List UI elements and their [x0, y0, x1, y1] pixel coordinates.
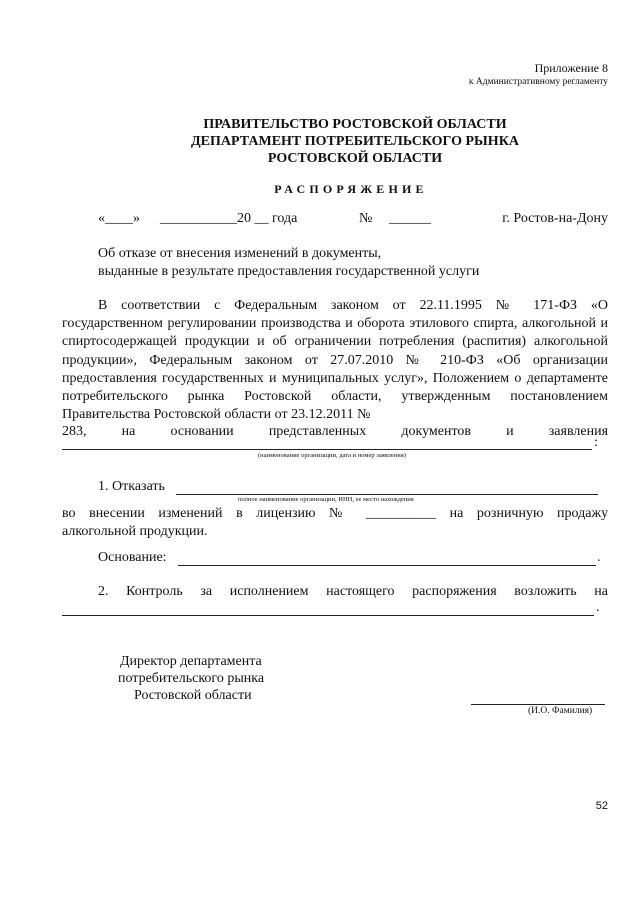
item-1-caption: полное наименование организации, ИНН, ее место нахождения [238, 496, 414, 503]
signature-blank-line [471, 704, 605, 705]
subject-line-2: выданные в результате предоставления государственной услуги [98, 264, 480, 279]
item-2-line-1: 2. Контроль за исполнением настоящего распоряжения возложить на [98, 584, 608, 599]
basis-label: Основание: [98, 550, 167, 565]
applicant-blank-caption: (наименование организации, дата и номер заявления) [258, 452, 406, 459]
preamble-text: В соответствии с Федеральным законом от 22.11.1995 № 171-ФЗ «О государственном регулировании производства и оборота этилового спирта, алкогольной и спиртосодержащей продукции и об ограничении потребления (распития) алкогольной продукции», Федеральным законом от 27.07.2010 № 210-ФЗ «Об организации предоставления государственных и муниципальных услуг», Положением о департаменте потребительского рынка Ростовской области, утвержденным постановлением Правительства Ростовской области от 23.12.2011 № [62, 298, 608, 423]
item-1-blank-line [176, 494, 598, 495]
applicant-blank-colon: : [594, 435, 598, 450]
header-line-1: ПРАВИТЕЛЬСТВО РОСТОВСКОЙ ОБЛАСТИ [203, 117, 507, 132]
date-month-year-blank: ___________20 __ года [160, 211, 298, 226]
page-number: 52 [595, 800, 608, 812]
appendix-title: Приложение 8 [534, 61, 608, 75]
preamble-paragraph [62, 297, 608, 424]
header-line-3: РОСТОВСКОЙ ОБЛАСТИ [267, 151, 443, 166]
applicant-blank-line [62, 449, 592, 450]
header-line-2: ДЕПАРТАМЕНТ ПОТРЕБИТЕЛЬСКОГО РЫНКА [191, 134, 519, 149]
date-day-blank: «____» [98, 211, 140, 226]
subject-line-1: Об отказе от внесения изменений в документы, [98, 246, 382, 261]
item-1-label: 1. Отказать [98, 479, 165, 494]
basis-period: . [597, 550, 601, 565]
signature-caption: (И.О. Фамилия) [528, 706, 593, 716]
appendix-subtitle: к Административному регламенту [468, 77, 608, 87]
document-type: РАСПОРЯЖЕНИЕ [274, 182, 428, 196]
item-2-blank-line [62, 615, 594, 616]
basis-blank-line [178, 565, 596, 566]
item-2-period: . [596, 600, 600, 615]
city-name: г. Ростов-на-Дону [502, 211, 608, 226]
item-1-line-3: алкогольной продукции. [62, 524, 208, 539]
order-number-blank: ______ [389, 211, 431, 226]
preamble-last-line: 283, на основании представленных документов и заявления [62, 424, 609, 439]
signatory-title-line-2: потребительского рынка [118, 671, 265, 686]
item-1-line-2: во внесении изменений в лицензию № __________ на розничную продажу [62, 506, 609, 521]
order-number-label: № [359, 211, 373, 226]
signatory-title-line-1: Директор департамента [120, 654, 262, 669]
signatory-title-line-3: Ростовской области [134, 688, 252, 703]
